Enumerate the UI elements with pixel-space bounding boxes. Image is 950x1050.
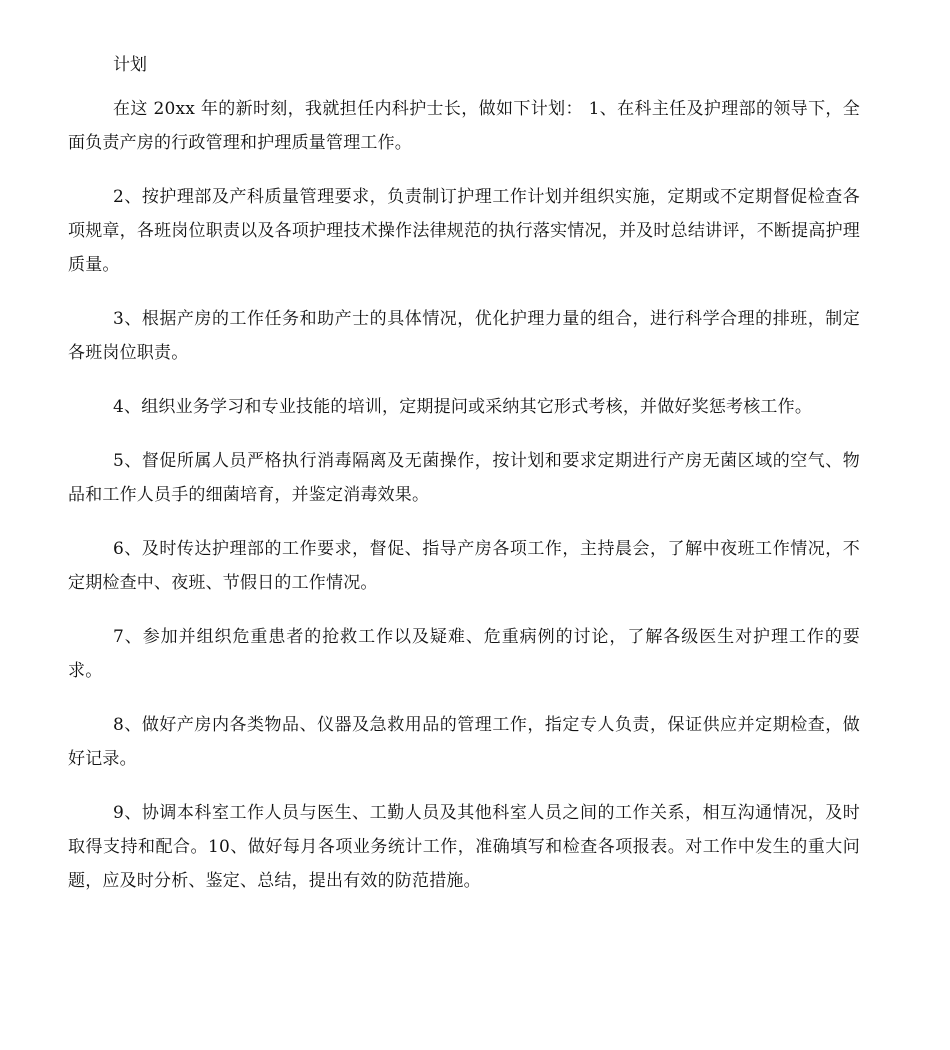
paragraph-6: 6、及时传达护理部的工作要求，督促、指导产房各项工作，主持晨会，了解中夜班工作情况，不定期检查中、夜班、节假日的工作情况。 (68, 539, 860, 593)
paragraph-2: 2、按护理部及产科质量管理要求，负责制订护理工作计划并组织实施，定期或不定期督促检查各项规章，各班岗位职责以及各项护理技术操作法律规范的执行落实情况，并及时总结讲评，不断提高护理质量。 (68, 187, 860, 275)
paragraph-7: 7、参加并组织危重患者的抢救工作以及疑难、危重病例的讨论，了解各级医生对护理工作的要求。 (68, 627, 860, 681)
paragraph-9: 9、协调本科室工作人员与医生、工勤人员及其他科室人员之间的工作关系，相互沟通情况，及时取得支持和配合。10、做好每月各项业务统计工作，准确填写和检查各项报表。对工作中发生的重大问题，应及时分析、鉴定、总结，提出有效的防范措施。 (68, 803, 860, 891)
paragraph-4: 4、组织业务学习和专业技能的培训，定期提问或采纳其它形式考核，并做好奖惩考核工作。 (113, 397, 813, 417)
paragraph-1: 在这 20xx 年的新时刻，我就担任内科护士长，做如下计划： 1、在科主任及护理部的领导下，全面负责产房的行政管理和护理质量管理工作。 (68, 99, 860, 153)
paragraph-5: 5、督促所属人员严格执行消毒隔离及无菌操作，按计划和要求定期进行产房无菌区域的空气、物品和工作人员手的细菌培育，并鉴定消毒效果。 (68, 451, 860, 505)
paragraph-3: 3、根据产房的工作任务和助产士的具体情况，优化护理力量的组合，进行科学合理的排班，制定各班岗位职责。 (68, 309, 860, 363)
document-title: 计划 (113, 55, 147, 75)
document-page (68, 48, 860, 918)
paragraph-8: 8、做好产房内各类物品、仪器及急救用品的管理工作，指定专人负责，保证供应并定期检查，做好记录。 (68, 715, 860, 769)
